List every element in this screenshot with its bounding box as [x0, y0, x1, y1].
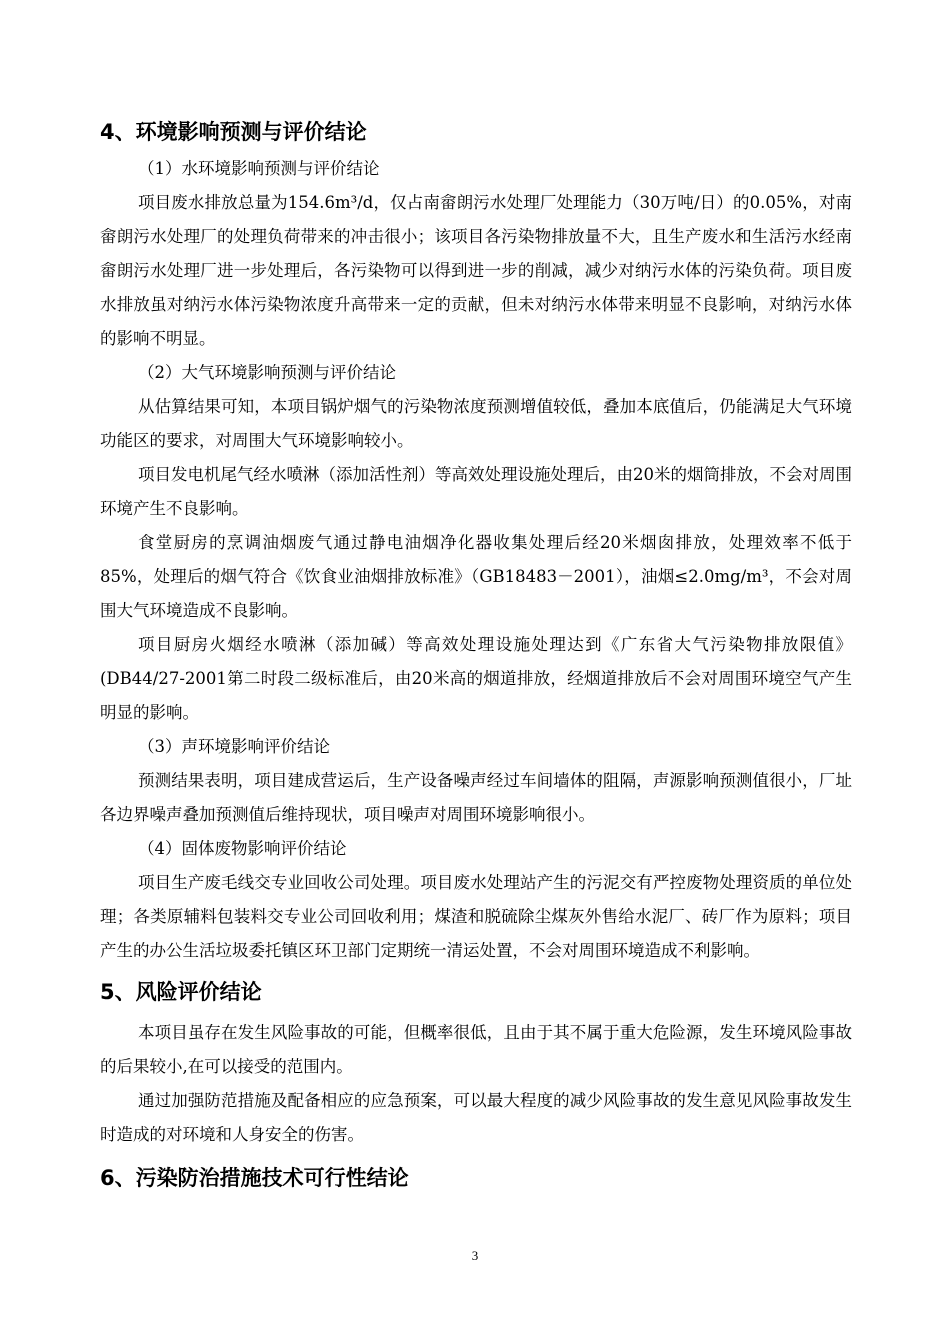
section-heading-4: 4、环境影响预测与评价结论 — [100, 120, 367, 144]
paragraph-air-kitchen-oil: 食堂厨房的烹调油烟废气通过静电油烟净化器收集处理后经20米烟囱排放，处理效率不低于85%，处理后的烟气符合《饮食业油烟排放标准》（GB18483－2001），油烟≤2.0mg/m³，不会对周围大气环境造成不良影响。 — [100, 533, 852, 620]
paragraph-air-generator: 项目发电机尾气经水喷淋（添加活性剂）等高效处理设施处理后，由20米的烟筒排放，不会对周围环境产生不良影响。 — [100, 465, 852, 518]
paragraph-risk-2: 通过加强防范措施及配备相应的应急预案，可以最大程度的减少风险事故的发生意见风险事故发生时造成的对环境和人身安全的伤害。 — [100, 1091, 852, 1144]
subsection-noise: （3）声环境影响评价结论 — [138, 737, 330, 756]
subsection-water: （1）水环境影响预测与评价结论 — [138, 159, 380, 178]
paragraph-noise: 预测结果表明，项目建成营运后，生产设备噪声经过车间墙体的阻隔，声源影响预测值很小，厂址各边界噪声叠加预测值后维持现状，项目噪声对周围环境影响很小。 — [100, 771, 852, 824]
paragraph-air-boiler: 从估算结果可知，本项目锅炉烟气的污染物浓度预测增值较低，叠加本底值后，仍能满足大气环境功能区的要求，对周围大气环境影响较小。 — [100, 397, 852, 450]
page-number: 3 — [471, 1248, 479, 1263]
paragraph-air-kitchen-smoke: 项目厨房火烟经水喷淋（添加碱）等高效处理设施处理达到《广东省大气污染物排放限值》(DB44/27-2001第二时段二级标准后，由20米高的烟道排放，经烟道排放后不会对周围环境空气产生明显的影响。 — [100, 635, 852, 722]
subsection-air: （2）大气环境影响预测与评价结论 — [138, 363, 396, 382]
section-heading-5: 5、风险评价结论 — [100, 980, 262, 1004]
section-heading-6: 6、污染防治措施技术可行性结论 — [100, 1166, 409, 1190]
subsection-solid-waste: （4）固体废物影响评价结论 — [138, 839, 347, 858]
document-body — [100, 112, 852, 1198]
paragraph-risk-1: 本项目虽存在发生风险事故的可能，但概率很低，且由于其不属于重大危险源，发生环境风险事故的后果较小,在可以接受的范围内。 — [100, 1023, 852, 1076]
paragraph-water: 项目废水排放总量为154.6m³/d，仅占南畲朗污水处理厂处理能力（30万吨/日）的0.05%，对南畲朗污水处理厂的处理负荷带来的冲击很小；该项目各污染物排放量不大，且生产废水和生活污水经南畲朗污水处理厂进一步处理后，各污染物可以得到进一步的削减，减少对纳污水体的污染负荷。项目废水排放虽对纳污水体污染物浓度升高带来一定的贡献，但未对纳污水体带来明显不良影响，对纳污水体的影响不明显。 — [100, 193, 852, 348]
paragraph-solid-waste: 项目生产废毛线交专业回收公司处理。项目废水处理站产生的污泥交有严控废物处理资质的单位处理；各类原辅料包装料交专业公司回收利用；煤渣和脱硫除尘煤灰外售给水泥厂、砖厂作为原料；项目产生的办公生活垃圾委托镇区环卫部门定期统一清运处置，不会对周围环境造成不利影响。 — [100, 873, 852, 960]
